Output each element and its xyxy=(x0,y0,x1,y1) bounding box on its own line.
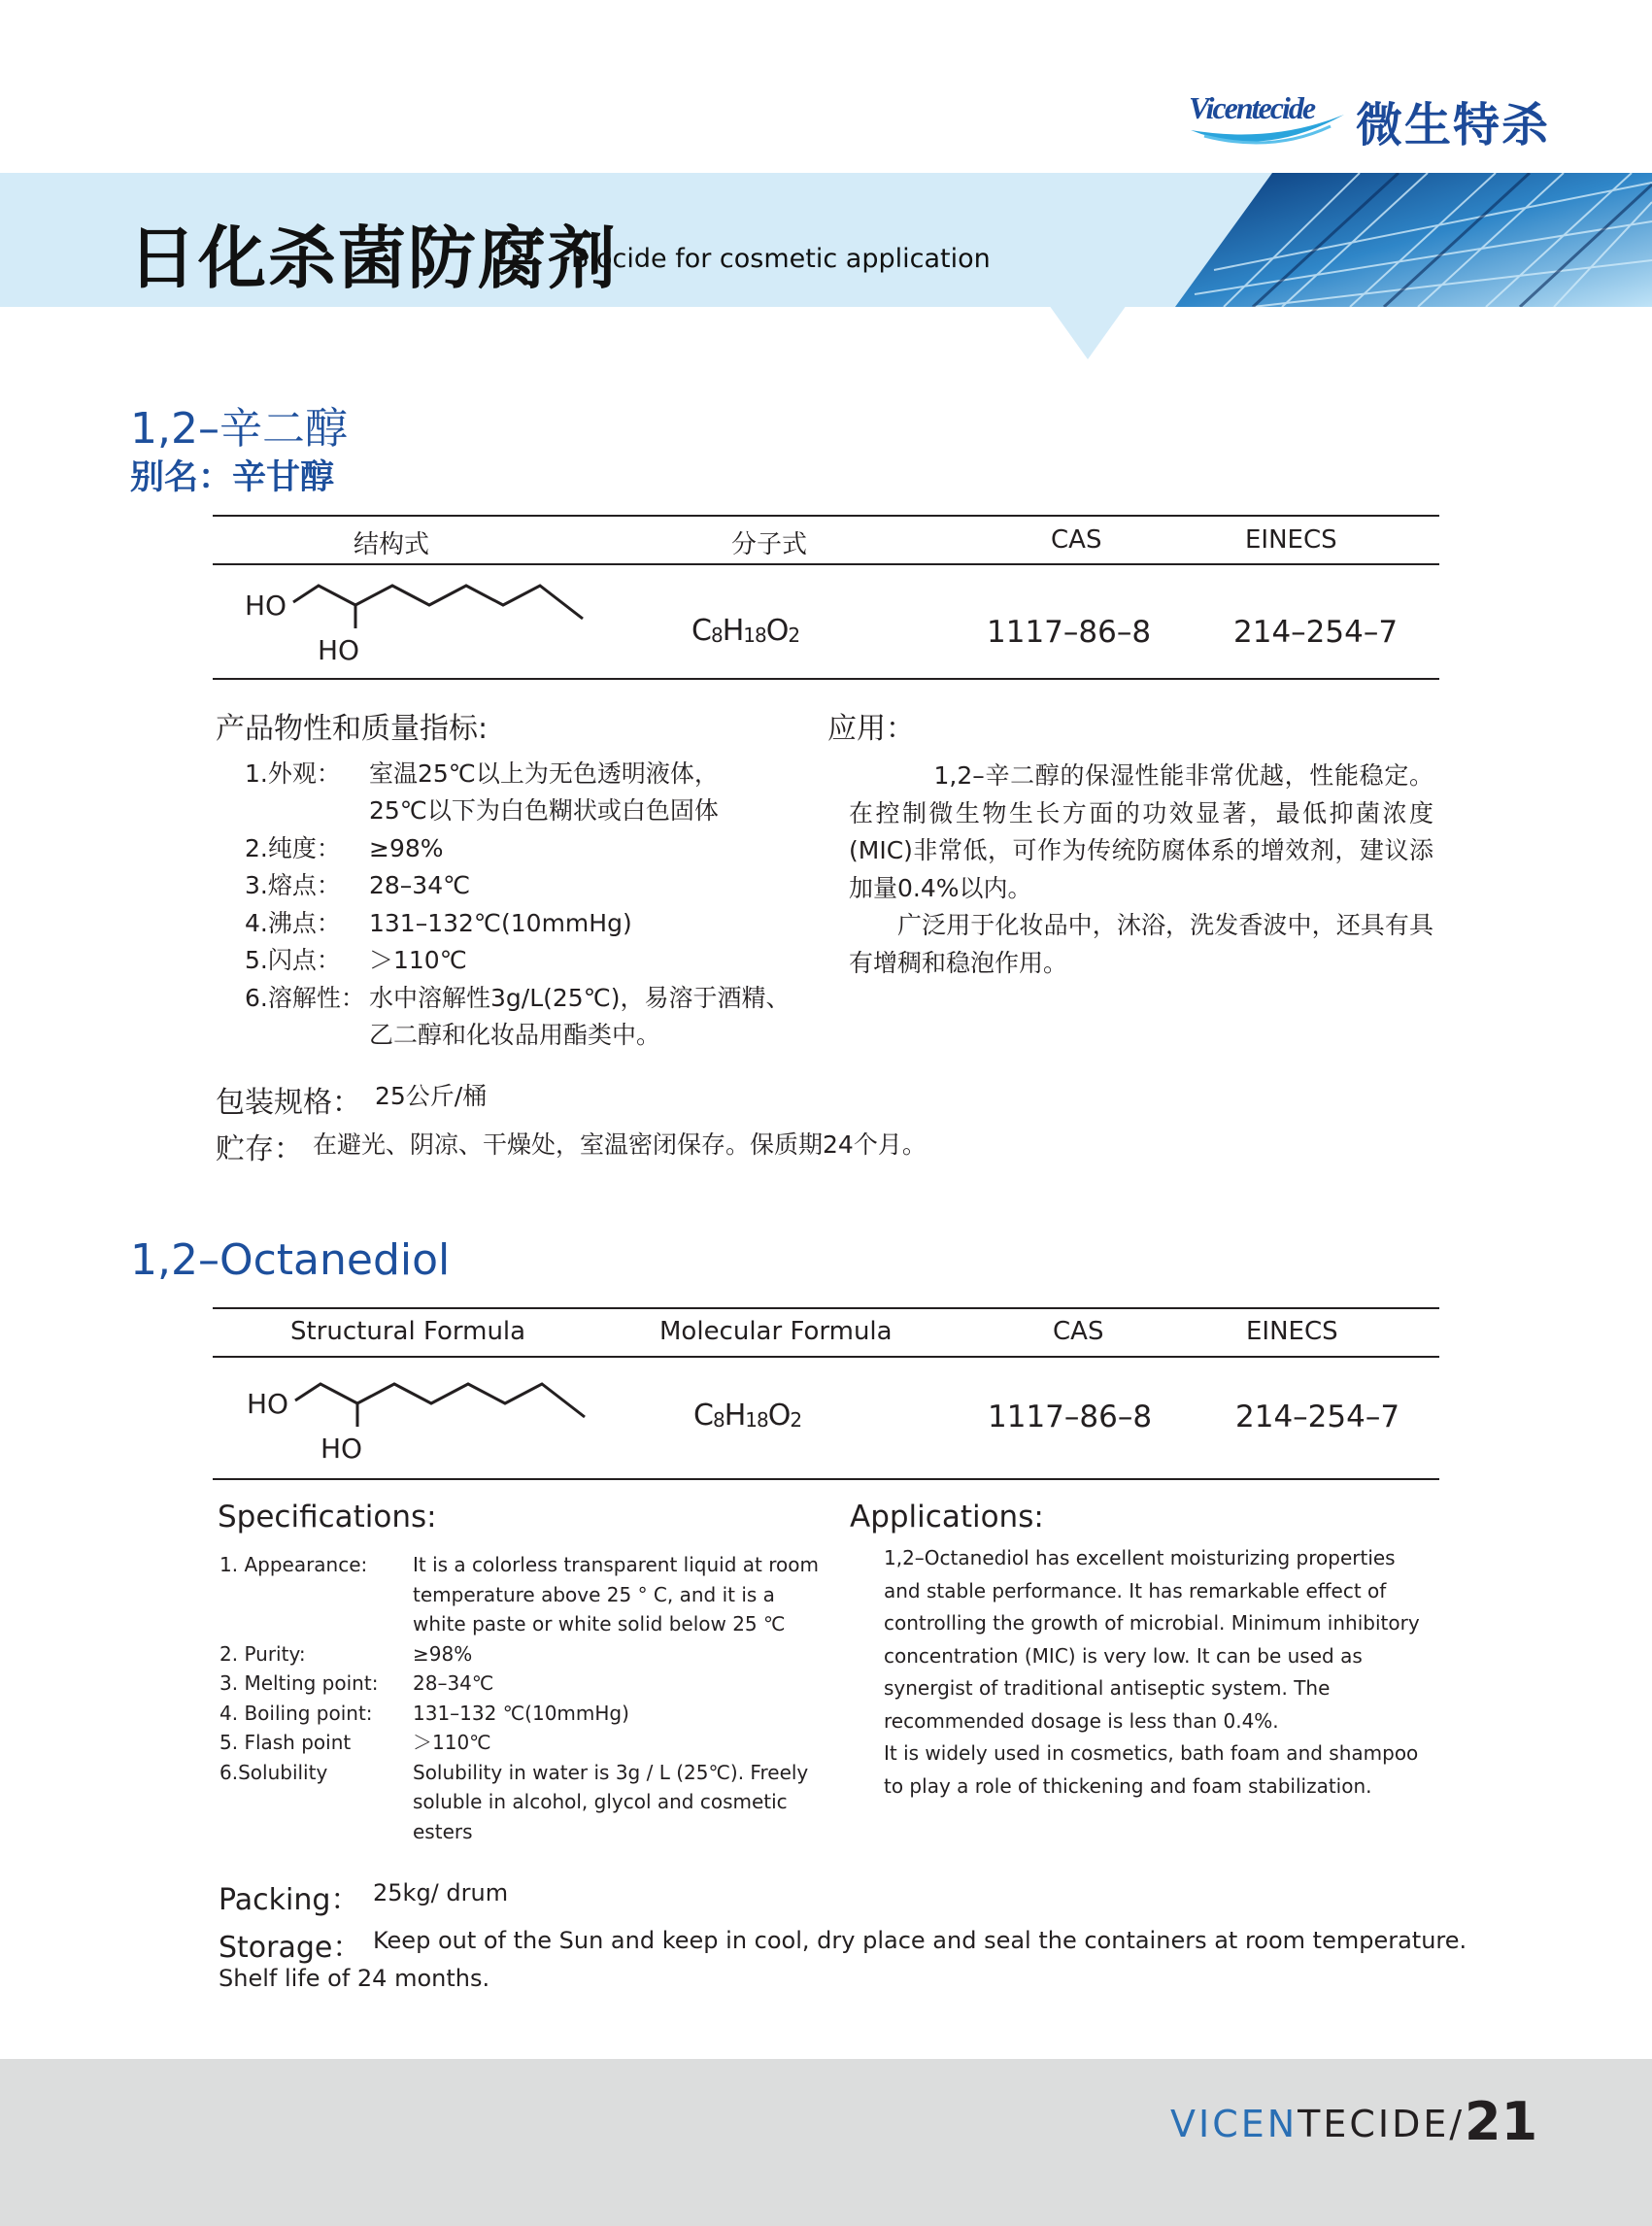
table-header: CAS xyxy=(1053,1317,1104,1346)
logo-text: Vicentecide xyxy=(1189,90,1315,125)
spec-value: 131–132℃(10mmHg) xyxy=(369,909,632,937)
table-rule xyxy=(213,563,1439,565)
storage-value-en: Keep out of the Sun and keep in cool, dry place and seal the containers at room temperature. xyxy=(373,1927,1467,1954)
cas-number: 1117–86–8 xyxy=(988,1400,1153,1434)
category-title-en: Biocide for cosmetic application xyxy=(571,244,991,274)
cas-number: 1117–86–8 xyxy=(987,615,1152,650)
packing-label-cn: 包装规格： xyxy=(216,1086,361,1120)
spec-value: ＞110℃ xyxy=(413,1731,491,1754)
app-paragraph: 1,2–辛二醇的保湿性能非常优越，性能稳定。在控制微生物生长方面的功效显著，最低抑菌浓度(MIC)非常低，可作为传统防腐体系的增效剂，建议添加量0.4%以内。 xyxy=(849,761,1433,902)
skeletal-formula-icon xyxy=(245,1366,633,1473)
spec-value: ≥98% xyxy=(369,834,444,862)
skeletal-formula-icon xyxy=(243,568,631,675)
packing-value-en: 25kg/ drum xyxy=(373,1879,509,1906)
table-rule xyxy=(213,1478,1439,1480)
spec-value: 131–132 ℃(10mmHg) xyxy=(413,1702,629,1725)
table-header: Structural Formula xyxy=(290,1317,526,1346)
spec-label: 6.溶解性： xyxy=(245,984,365,1012)
spec-value: 25℃以下为白色糊状或白色固体 xyxy=(369,796,719,825)
product-name-cn: 1,2–辛二醇 xyxy=(130,404,348,454)
category-title-cn: 日化杀菌防腐剂 xyxy=(128,219,618,298)
storage-label-en: Storage： xyxy=(219,1931,362,1965)
table-header: EINECS xyxy=(1245,525,1337,555)
packing-label-en: Packing： xyxy=(219,1883,360,1917)
einecs-number: 214–254–7 xyxy=(1235,1400,1400,1434)
spec-value: white paste or white solid below 25 ℃ xyxy=(413,1612,786,1636)
molecular-formula: $C_8H_{18}O_2$ xyxy=(691,614,800,648)
spec-value: esters xyxy=(413,1820,473,1843)
storage-value-cn: 在避光、阴凉、干燥处，室温密闭保存。保质期24个月。 xyxy=(313,1130,927,1159)
structure-diagram xyxy=(245,1366,633,1473)
glass-building-icon xyxy=(1117,173,1652,307)
hydroxyl-label: HO xyxy=(320,1433,363,1465)
packing-value-cn: 25公斤/桶 xyxy=(375,1082,488,1110)
molecular-formula: $C_8H_{18}O_2$ xyxy=(693,1399,802,1433)
spec-value: Solubility in water is 3g / L (25℃). Freely xyxy=(413,1761,809,1784)
table-header: CAS xyxy=(1051,525,1102,555)
brand-logo xyxy=(1185,80,1551,157)
spec-value: ＞110℃ xyxy=(369,946,467,974)
app-paragraph: 1,2–Octanediol has excellent moisturizing properties and stable performance. It has remarkable effect of controlling the growth of microbial. Minimum inhibitory concentration (MIC) is very low. It can be used as synergist of traditional antiseptic system. The recommended dosage is less than 0.4%. xyxy=(884,1546,1420,1733)
logo-chinese-name: 微生特杀 xyxy=(1356,98,1551,152)
table-header: 分子式 xyxy=(731,530,808,559)
spec-value: It is a colorless transparent liquid at room xyxy=(413,1553,819,1576)
spec-value: temperature above 25 ° C, and it is a xyxy=(413,1583,775,1606)
app-heading-cn: 应用： xyxy=(827,712,915,746)
banner-pointer xyxy=(1049,305,1127,359)
spec-value: soluble in alcohol, glycol and cosmetic xyxy=(413,1790,788,1813)
spec-label: 5. Flash point xyxy=(219,1731,352,1754)
einecs-number: 214–254–7 xyxy=(1233,615,1399,650)
table-header: Molecular Formula xyxy=(659,1317,893,1346)
table-rule xyxy=(213,1356,1439,1358)
spec-label: 1. Appearance: xyxy=(219,1553,368,1576)
spec-label: 4.沸点： xyxy=(245,909,341,937)
table-rule xyxy=(213,678,1439,680)
structure-diagram xyxy=(243,568,631,675)
product-alias-cn: 别名：辛甘醇 xyxy=(130,458,335,497)
app-paragraph: It is widely used in cosmetics, bath foam and shampoo to play a role of thickening and foam stabilization. xyxy=(884,1741,1419,1798)
spec-value: 乙二醇和化妆品用酯类中。 xyxy=(369,1021,661,1049)
table-rule xyxy=(213,1307,1439,1309)
table-rule xyxy=(213,515,1439,517)
spec-label: 2. Purity: xyxy=(219,1642,306,1666)
logo-swoosh-icon xyxy=(1185,80,1350,157)
hydroxyl-label: HO xyxy=(247,1388,289,1420)
spec-value: 室温25℃以上为无色透明液体， xyxy=(369,759,719,788)
spec-heading-en: Specifications: xyxy=(218,1500,437,1535)
spec-label: 3. Melting point: xyxy=(219,1671,379,1695)
spec-value: 28–34℃ xyxy=(369,871,471,899)
spec-label: 2.纯度： xyxy=(245,834,341,862)
table-header: EINECS xyxy=(1246,1317,1338,1346)
app-heading-en: Applications: xyxy=(850,1500,1044,1535)
spec-value: 水中溶解性3g/L(25℃)，易溶于酒精、 xyxy=(369,984,791,1012)
table-header: 结构式 xyxy=(354,530,430,559)
hydroxyl-label: HO xyxy=(318,634,360,666)
spec-label: 5.闪点： xyxy=(245,946,341,974)
spec-heading-cn: 产品物性和质量指标: xyxy=(216,712,489,746)
spec-value: ≥98% xyxy=(413,1642,473,1666)
app-paragraph: 广泛用于化妆品中，沐浴，洗发香波中，还具有具有增稠和稳泡作用。 xyxy=(849,911,1433,977)
spec-value: 28–34℃ xyxy=(413,1671,494,1695)
app-text-en xyxy=(884,1542,1437,1803)
hydroxyl-label: HO xyxy=(245,590,287,622)
footer-brand: VICENTECIDE/ xyxy=(1170,2103,1466,2145)
storage-value-en-line2: Shelf life of 24 months. xyxy=(219,1965,490,1992)
page-number: 21 xyxy=(1465,2091,1538,2152)
storage-label-cn: 贮存： xyxy=(216,1132,303,1166)
spec-label: 6.Solubility xyxy=(219,1761,328,1784)
spec-label: 4. Boiling point: xyxy=(219,1702,373,1725)
app-text-cn xyxy=(849,758,1433,982)
product-name-en: 1,2–Octanediol xyxy=(130,1235,451,1285)
spec-label: 1.外观： xyxy=(245,759,341,788)
spec-label: 3.熔点： xyxy=(245,871,341,899)
